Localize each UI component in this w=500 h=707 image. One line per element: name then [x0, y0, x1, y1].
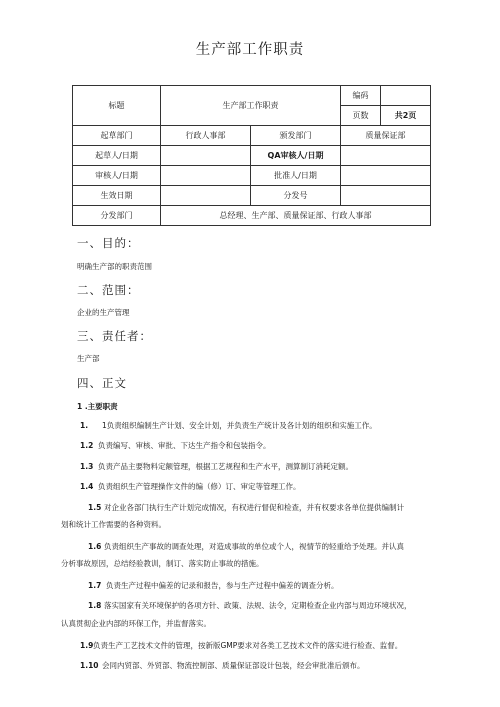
- value-qa-review: [341, 146, 431, 166]
- value-code: [381, 86, 431, 106]
- label-distribution-number: 分发号: [251, 186, 341, 206]
- section-responsible-heading: 三、责任者：: [77, 329, 152, 343]
- label-reviewer: 审核人/日期: [73, 166, 161, 186]
- value-distribution-dept: 总经理、生产部、质量保证部、行政人事部: [161, 206, 431, 226]
- section-purpose-heading: 一、目的：: [77, 236, 140, 250]
- label-title: 标题: [73, 86, 161, 126]
- document-title: 生产部工作职责: [195, 42, 305, 58]
- section-scope-heading: 二、范围：: [77, 283, 140, 297]
- duty-1-8-continued: 认真贯彻企业内部的环保工作，并监督落实。: [61, 619, 211, 628]
- label-effective-date: 生效日期: [73, 186, 161, 206]
- duty-1-2: 1.2 负责编写、审核、审批、下达生产指令和包装指令。: [80, 441, 271, 450]
- section-main-text-heading: 四、正文: [77, 376, 127, 390]
- value-effective-date: [161, 186, 251, 206]
- value-title: 生产部工作职责: [161, 86, 341, 126]
- value-distribution-number: [341, 186, 431, 206]
- value-draft-dept: 行政人事部: [161, 126, 251, 146]
- value-approver: [341, 166, 431, 186]
- duty-1-4: 1.4 负责组织生产管理操作文件的编（修）订、审定等管理工作。: [80, 482, 301, 491]
- label-draft-dept: 起草部门: [73, 126, 161, 146]
- duty-1-9: 1.9负责生产工艺技术文件的管理，按新版GMP要求对各类工艺技术文件的落实进行检查、监督。: [80, 641, 403, 650]
- label-distribution-dept: 分发部门: [73, 206, 161, 226]
- value-reviewer: [161, 166, 251, 186]
- label-approver: 批准人/日期: [251, 166, 341, 186]
- duty-1-8: 1.8 落实国家有关环境保护的各项方针、政策、法规、法令，定期检查企业内部与周边环境状况，: [88, 601, 412, 610]
- document-control-table: [72, 85, 431, 226]
- label-pages: 页数: [341, 106, 381, 126]
- value-issue-dept: 质量保证部: [341, 126, 431, 146]
- label-qa-review: QA审核人/日期: [251, 146, 341, 166]
- section-responsible-body: 生产部: [77, 354, 100, 363]
- duty-1-3: 1.3 负责产品主要物料定额管理，根据工艺规程和生产水平，测算制订消耗定额。: [80, 462, 353, 471]
- duty-1-6: 1.6 负责组织生产事故的调查处理，对造成事故的单位或个人，视情节的轻重给予处理。并认真: [88, 542, 404, 551]
- duty-1-5-continued: 划和统计工作需要的各种资料。: [61, 520, 166, 529]
- section-scope-body: 企业的生产管理: [77, 308, 130, 317]
- value-pages: 共2页: [381, 106, 431, 126]
- duty-1-10: 1.10 会同内贸部、外贸部、物流控制部、质量保证部设计包装，经会审批准后颁布。: [80, 661, 365, 670]
- duty-1-5: 1.5 对企业各部门执行生产计划完成情况，有权进行督促和检查，并有权要求各单位提供编制计: [88, 503, 404, 512]
- value-drafter: [161, 146, 251, 166]
- duty-1-6-continued: 分析事故原因，总结经验教训，制订、落实防止事故的措施。: [61, 559, 264, 568]
- label-code: 编码: [341, 86, 381, 106]
- label-issue-dept: 颁发部门: [251, 126, 341, 146]
- section-purpose-body: 明确生产部的职责范围: [77, 262, 152, 271]
- duty-1-1: 1. 1负责组织编制生产计划、安全计划，并负责生产统计及各计划的组织和实施工作。: [80, 421, 377, 430]
- duty-1-7: 1.7 负责生产过程中偏差的记录和报告，参与生产过程中偏差的调查分析。: [88, 581, 339, 590]
- label-drafter: 起草人/日期: [73, 146, 161, 166]
- section-main-duties-subheading: 1 .主要职责: [77, 402, 118, 411]
